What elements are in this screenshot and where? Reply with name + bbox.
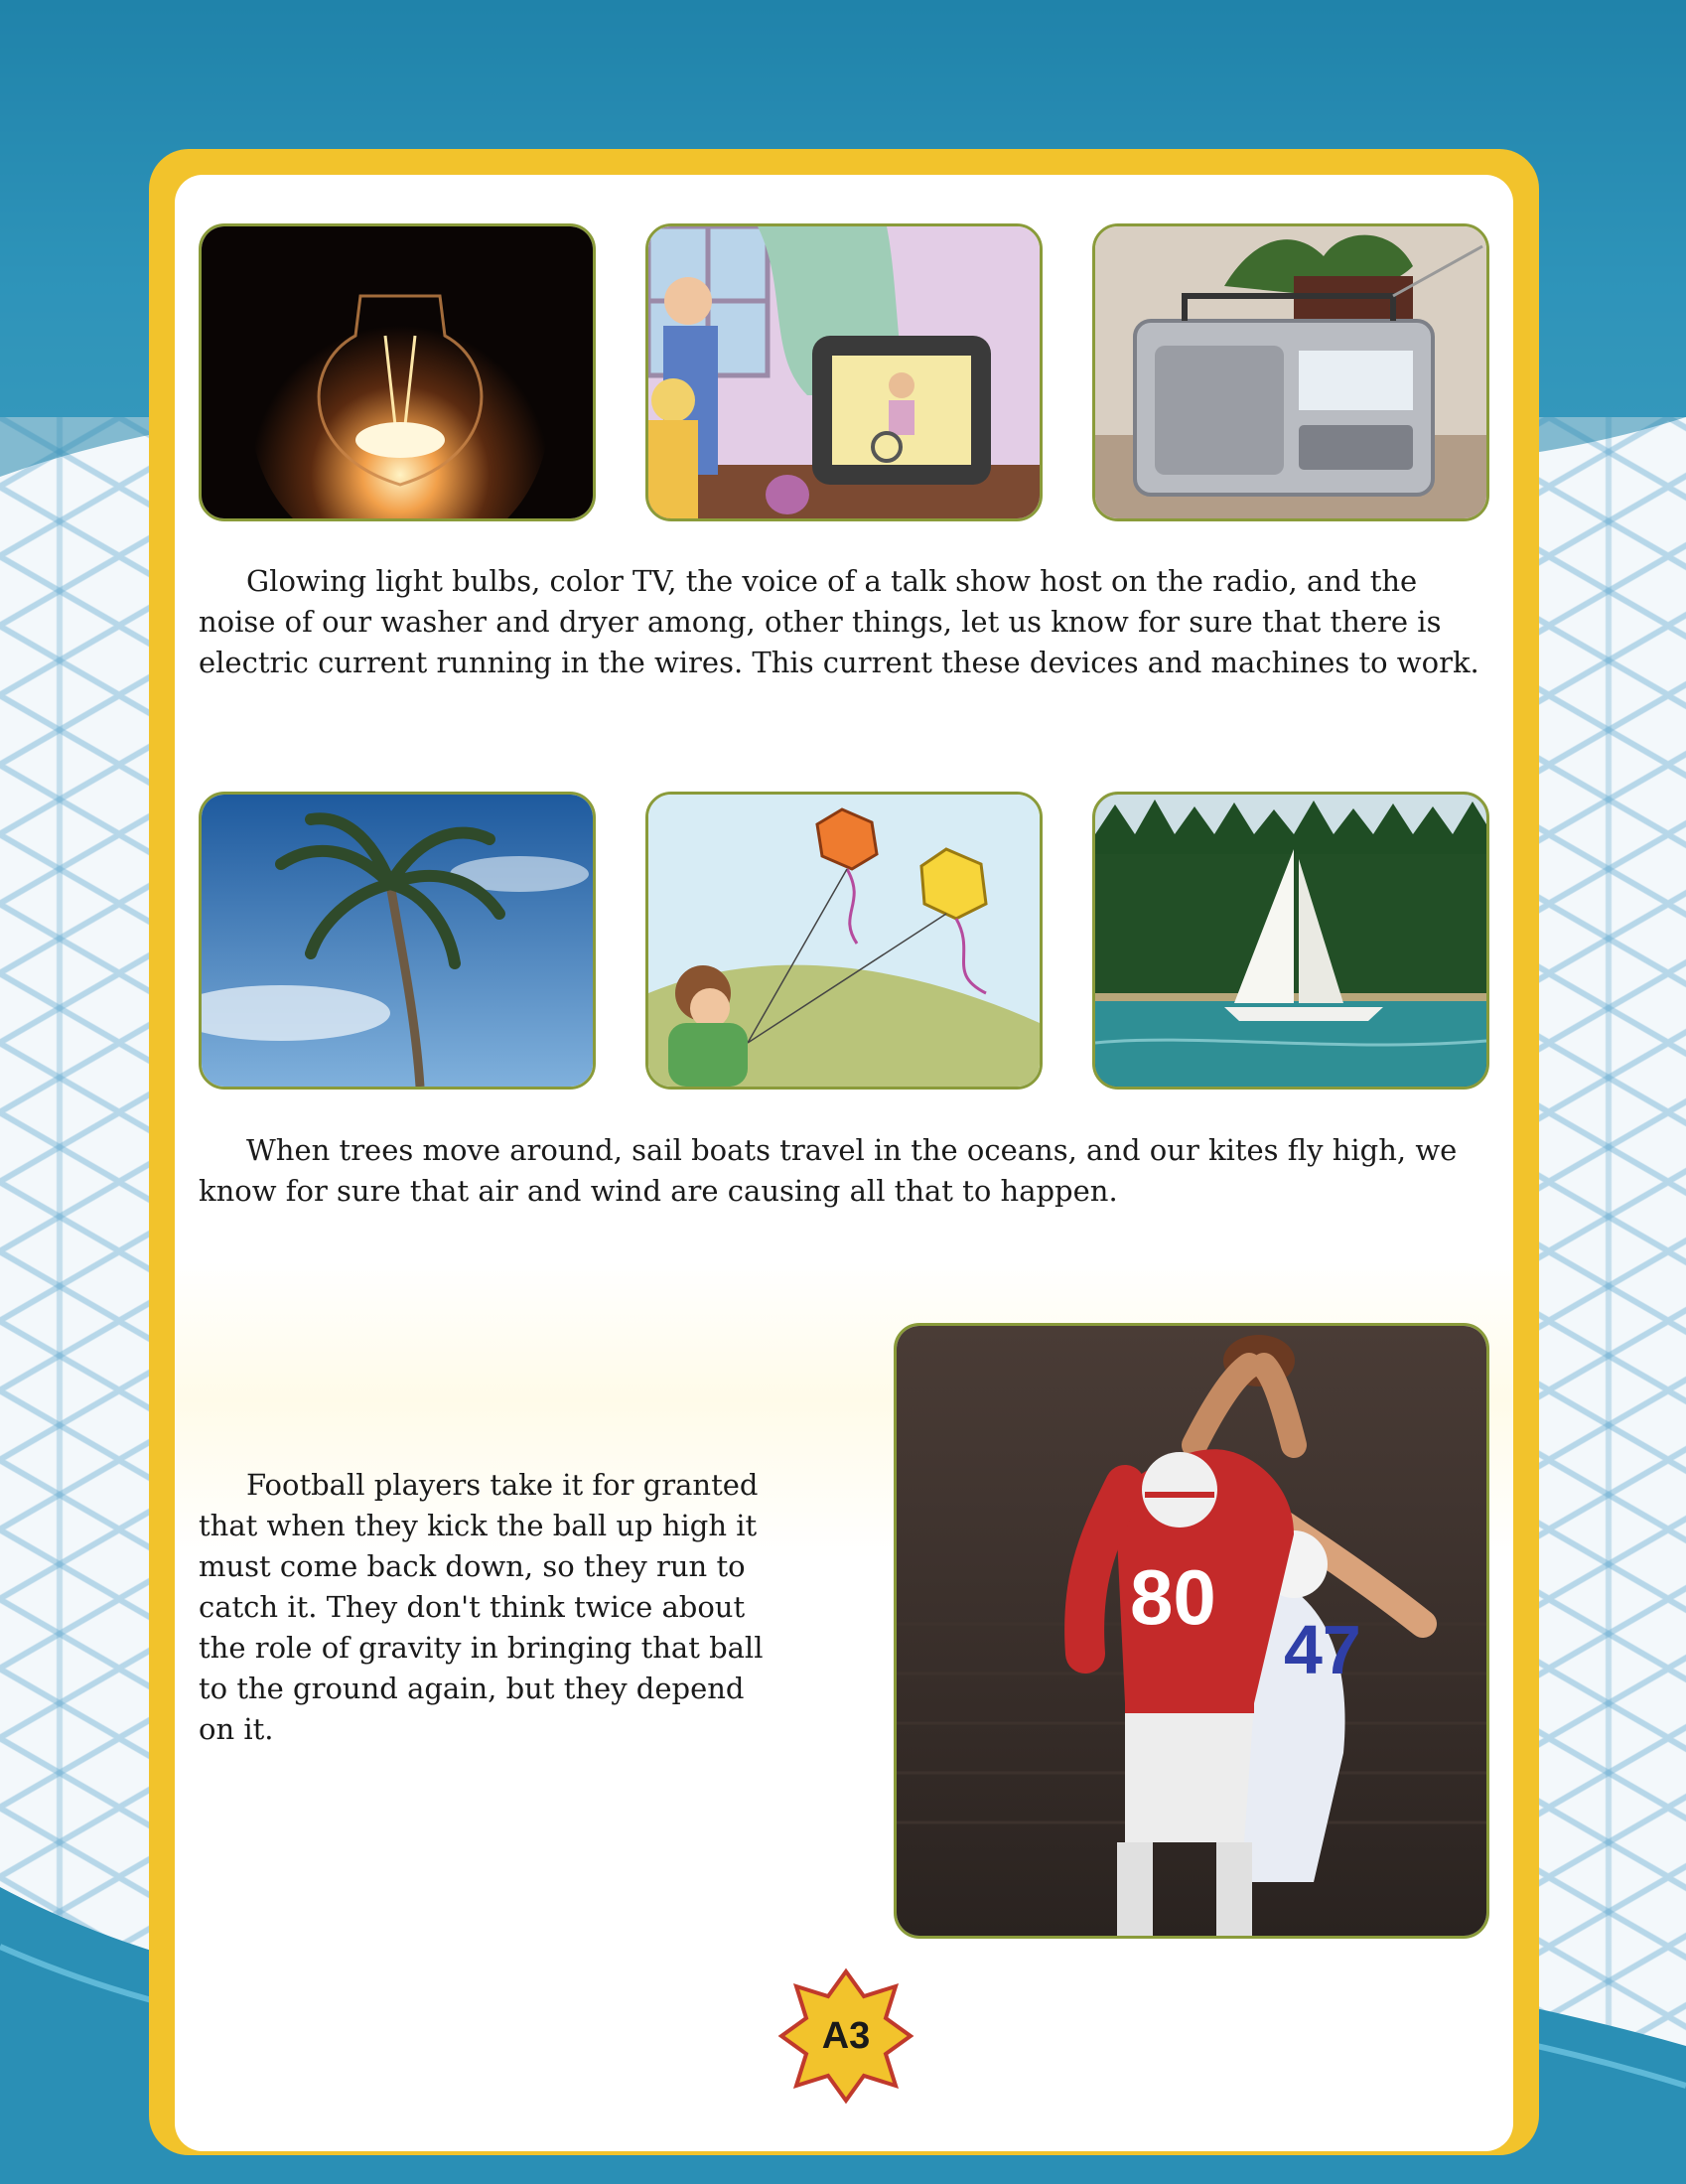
tv-illustration — [645, 223, 1043, 521]
football-photo — [894, 1323, 1489, 1939]
light-bulb-photo — [199, 223, 596, 521]
page-number: A3 — [821, 2015, 871, 2057]
kites-illustration — [645, 792, 1043, 1090]
paragraph-electricity: Glowing light bulbs, color TV, the voice of a talk show host on the radio, and the noise of our washer and dryer among, other things, let us know for sure that there is electric current running in the wires. This current these devices and machines to work. — [199, 564, 1479, 679]
paragraph-wind: When trees move around, sail boats travel in the oceans, and our kites fly high, we know for sure that air and wind are causing all that to happen. — [199, 1133, 1458, 1208]
palm-tree-photo — [199, 792, 596, 1090]
paragraph-gravity: Football players take it for granted that when they kick the ball up high it must come back down, so they run to catch it. They don't think twice about the role of gravity in bringing that ball to the ground again, but they depend on it. — [199, 1468, 764, 1746]
svg-text:47: 47 — [1284, 1611, 1361, 1688]
jersey-number: 80 — [1130, 1553, 1216, 1641]
sailboat-photo — [1092, 792, 1489, 1090]
radio-photo — [1092, 223, 1489, 521]
